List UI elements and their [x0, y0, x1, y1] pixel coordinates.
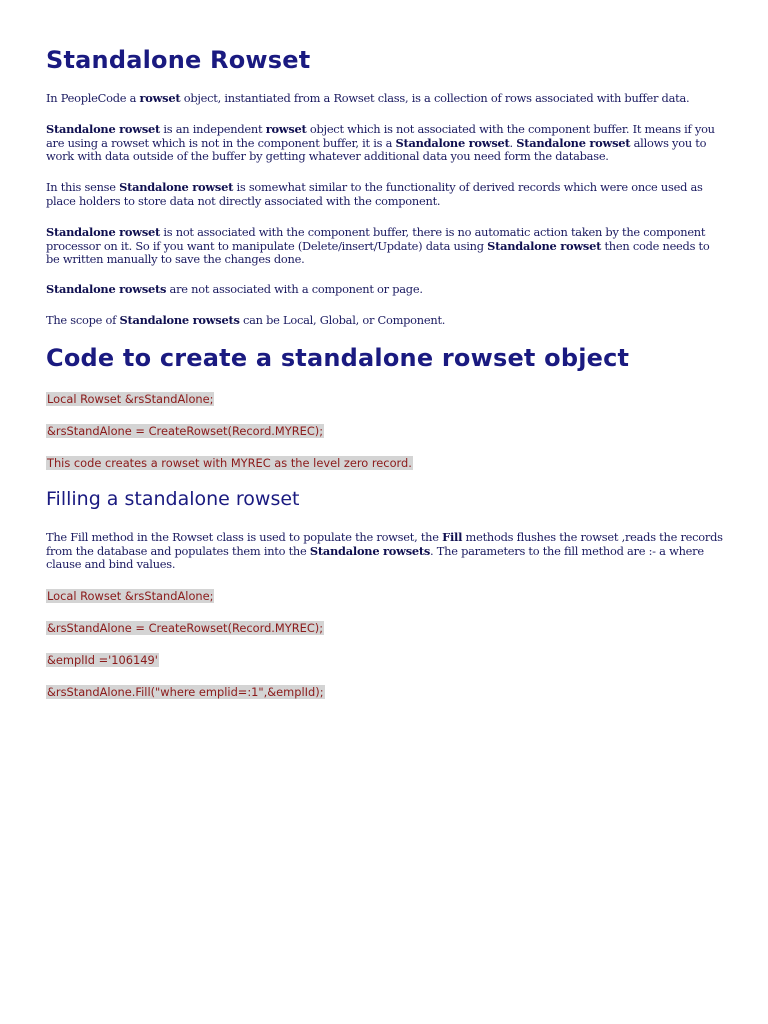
bold-term: Standalone rowset — [119, 180, 234, 194]
definition-paragraph: Standalone rowset is an independent rowset object which is not associated with the component buffer. It means if you are using a rowset which is not in the component buffer, it is a Standalone rowset. Standalone rowset allows you to work with data outside of the buffer by getting whatever additional data you need form the database. — [46, 122, 715, 164]
code-line: Local Rowset &rsStandAlone; — [47, 589, 214, 603]
component-page-paragraph: Standalone rowsets are not associated with a component or page. — [46, 282, 423, 296]
code-line: &rsStandAlone = CreateRowset(Record.MYREC); — [47, 424, 324, 438]
bold-term: Standalone rowsets — [46, 282, 167, 296]
bold-term: Standalone rowsets — [309, 543, 431, 558]
code-line: Local Rowset &rsStandAlone; — [47, 392, 214, 406]
bold-term: Standalone rowset — [487, 238, 602, 253]
fill-method-paragraph: The Fill method in the Rowset class is used to populate the rowset, the Fill methods flushes the rowset ,reads the records from the database and populates them into the Standalone rowsets. The parameters to the fill method are :- a where clause and bind values. — [46, 530, 723, 572]
bold-term: Standalone rowset — [46, 225, 160, 239]
code-line: This code creates a rowset with MYREC as the level zero record. — [47, 456, 412, 470]
code-line: &rsStandAlone.Fill("where emplid=:1",&emplId); — [47, 685, 324, 699]
bold-term: Standalone rowset — [395, 135, 510, 150]
code-line: &rsStandAlone = CreateRowset(Record.MYREC); — [47, 621, 324, 635]
derived-records-paragraph: In this sense Standalone rowset is somewhat similar to the functionality of derived records which were once used as place holders to store data not directly associated with the component. — [46, 180, 703, 208]
bold-term: rowset — [139, 91, 181, 105]
bold-term: Standalone rowset — [46, 122, 160, 136]
scope-paragraph: The scope of Standalone rowsets can be Local, Global, or Component. — [46, 313, 446, 327]
bold-term: Standalone rowsets — [119, 313, 240, 327]
fill-section-heading: Filling a standalone rowset — [46, 488, 300, 510]
component-buffer-paragraph: Standalone rowset is not associated with the component buffer, there is no automatic action taken by the component processor on it. So if you want to manipulate (Delete/insert/Update) data using Standalone rowset then code needs to be written manually to save the changes done. — [46, 225, 710, 267]
intro-paragraph: In PeopleCode a rowset object, instantiated from a Rowset class, is a collection of rows associated with buffer data. — [46, 91, 690, 105]
bold-term: Fill — [442, 530, 463, 544]
code-line: &emplId ='106149' — [47, 653, 158, 667]
bold-term: rowset — [265, 122, 307, 136]
page-title: Standalone Rowset — [46, 46, 311, 74]
code-section-heading: Code to create a standalone rowset object — [46, 344, 630, 372]
bold-term: Standalone rowset — [516, 135, 631, 150]
